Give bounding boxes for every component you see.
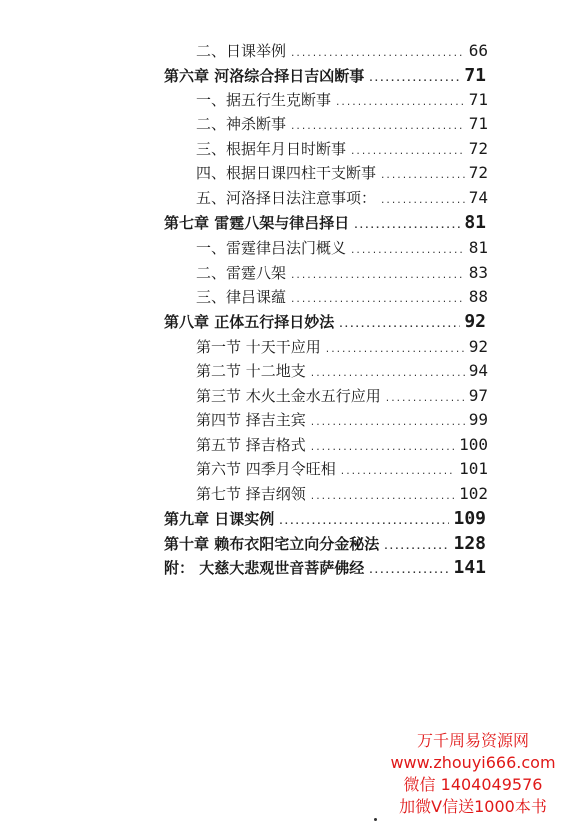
toc-leader-dots xyxy=(380,191,465,211)
toc-entry-title: 三、律吕课蕴 xyxy=(196,288,287,306)
toc-leader-dots xyxy=(383,537,449,557)
toc-entry-page: 66 xyxy=(468,41,488,60)
toc-appendix xyxy=(164,558,486,581)
toc-entry xyxy=(196,287,488,310)
toc-entry xyxy=(196,238,488,261)
toc-entry xyxy=(196,114,488,137)
toc-entry-page: 92 xyxy=(468,337,488,356)
toc-entry-page: 81 xyxy=(468,238,488,257)
toc-entry-page: 97 xyxy=(468,386,488,405)
toc-chapter xyxy=(164,509,486,532)
toc-entry-title: 第三节 木火土金水五行应用 xyxy=(196,387,381,405)
toc-entry xyxy=(196,163,488,186)
toc-entry-page: 71 xyxy=(468,114,488,133)
toc-chapter-title: 第八章 正体五行择日妙法 xyxy=(164,313,335,331)
toc-leader-dots xyxy=(310,413,465,433)
toc-chapter xyxy=(164,213,486,236)
toc-entry-title: 五、河洛择日法注意事项： xyxy=(196,189,377,207)
toc-entry-page: 74 xyxy=(468,188,488,207)
toc-leader-dots xyxy=(325,340,465,360)
watermark-site-name: 万千周易资源网 xyxy=(416,731,529,750)
watermark-wechat: 微信 1404049576 xyxy=(403,775,543,794)
toc-entry xyxy=(196,361,488,384)
toc-entry xyxy=(196,435,488,458)
toc-entry-title: 第二节 十二地支 xyxy=(196,362,306,380)
toc-leader-dots xyxy=(385,389,465,409)
toc-entry xyxy=(196,386,488,409)
toc-chapter-title: 第十章 赖布衣阳宅立向分金秘法 xyxy=(164,535,380,553)
toc-entry xyxy=(196,41,488,64)
toc-chapter-page: 128 xyxy=(453,533,486,554)
toc-leader-dots xyxy=(310,364,465,384)
toc-chapter xyxy=(164,312,486,335)
toc-entry-title: 第五节 择吉格式 xyxy=(196,436,306,454)
toc-entry-title: 第四节 择吉主宾 xyxy=(196,411,306,429)
toc-leader-dots xyxy=(290,117,465,137)
toc-entry-page: 102 xyxy=(459,484,488,503)
toc-entry xyxy=(196,337,488,360)
toc-leader-dots xyxy=(290,44,465,64)
toc-leader-dots xyxy=(380,166,465,186)
toc-chapter-page: 81 xyxy=(464,212,486,233)
toc-leader-dots xyxy=(353,216,460,236)
toc-entry xyxy=(196,90,488,113)
toc-chapter-page: 109 xyxy=(453,508,486,529)
watermark-url: www.zhouyi666.com xyxy=(390,753,556,772)
toc-chapter-title: 第六章 河洛综合择日吉凶断事 xyxy=(164,67,365,85)
toc-entry-title: 二、日课举例 xyxy=(196,42,287,60)
toc-leader-dots xyxy=(350,142,465,162)
toc-appendix-page: 141 xyxy=(453,557,486,578)
toc-leader-dots xyxy=(368,561,449,581)
toc-entry-title: 二、神杀断事 xyxy=(196,115,287,133)
toc-chapter xyxy=(164,534,486,557)
toc-entry-title: 第七节 择吉纲领 xyxy=(196,485,306,503)
toc-entry xyxy=(196,459,488,482)
toc-entry-page: 100 xyxy=(459,435,488,454)
toc-entry-title: 第六节 四季月令旺相 xyxy=(196,460,336,478)
toc-entry-page: 88 xyxy=(468,287,488,306)
toc-chapter-title: 第七章 雷霆八架与律吕择日 xyxy=(164,214,350,232)
toc-entry xyxy=(196,410,488,433)
toc-leader-dots xyxy=(290,266,465,286)
toc-entry-page: 72 xyxy=(468,163,488,182)
toc-leader-dots xyxy=(368,69,460,89)
scan-speck xyxy=(374,818,377,821)
watermark xyxy=(360,730,586,818)
toc-entry-title: 第一节 十天干应用 xyxy=(196,338,321,356)
toc-entry-title: 三、根据年月日时断事 xyxy=(196,140,347,158)
toc-leader-dots xyxy=(310,487,455,507)
toc-entry-page: 94 xyxy=(468,361,488,380)
toc-entry-page: 101 xyxy=(459,459,488,478)
toc-entry-page: 99 xyxy=(468,410,488,429)
toc-entry xyxy=(196,484,488,507)
toc-entry-page: 71 xyxy=(468,90,488,109)
toc-entry-title: 一、据五行生克断事 xyxy=(196,91,332,109)
toc-entry xyxy=(196,188,488,211)
toc-chapter-page: 71 xyxy=(464,65,486,86)
toc-leader-dots xyxy=(278,512,449,532)
toc-leader-dots xyxy=(340,462,455,482)
toc-entry-title: 二、雷霆八架 xyxy=(196,264,287,282)
toc-chapter-title: 第九章 日课实例 xyxy=(164,510,275,528)
toc-entry xyxy=(196,263,488,286)
toc-chapter-page: 92 xyxy=(464,311,486,332)
toc-appendix-title: 附： 大慈大悲观世音菩萨佛经 xyxy=(164,559,365,577)
toc-entry xyxy=(196,139,488,162)
toc-entry-title: 一、雷霆律吕法门概义 xyxy=(196,239,347,257)
toc-leader-dots xyxy=(350,241,465,261)
toc-entry-title: 四、根据日课四柱干支断事 xyxy=(196,164,377,182)
toc-chapter xyxy=(164,66,486,89)
toc-leader-dots xyxy=(310,438,455,458)
toc-entry-page: 83 xyxy=(468,263,488,282)
toc-leader-dots xyxy=(290,290,465,310)
toc-leader-dots xyxy=(338,315,460,335)
toc-entry-page: 72 xyxy=(468,139,488,158)
toc-leader-dots xyxy=(335,93,465,113)
watermark-offer: 加微V信送1000本书 xyxy=(399,797,547,816)
